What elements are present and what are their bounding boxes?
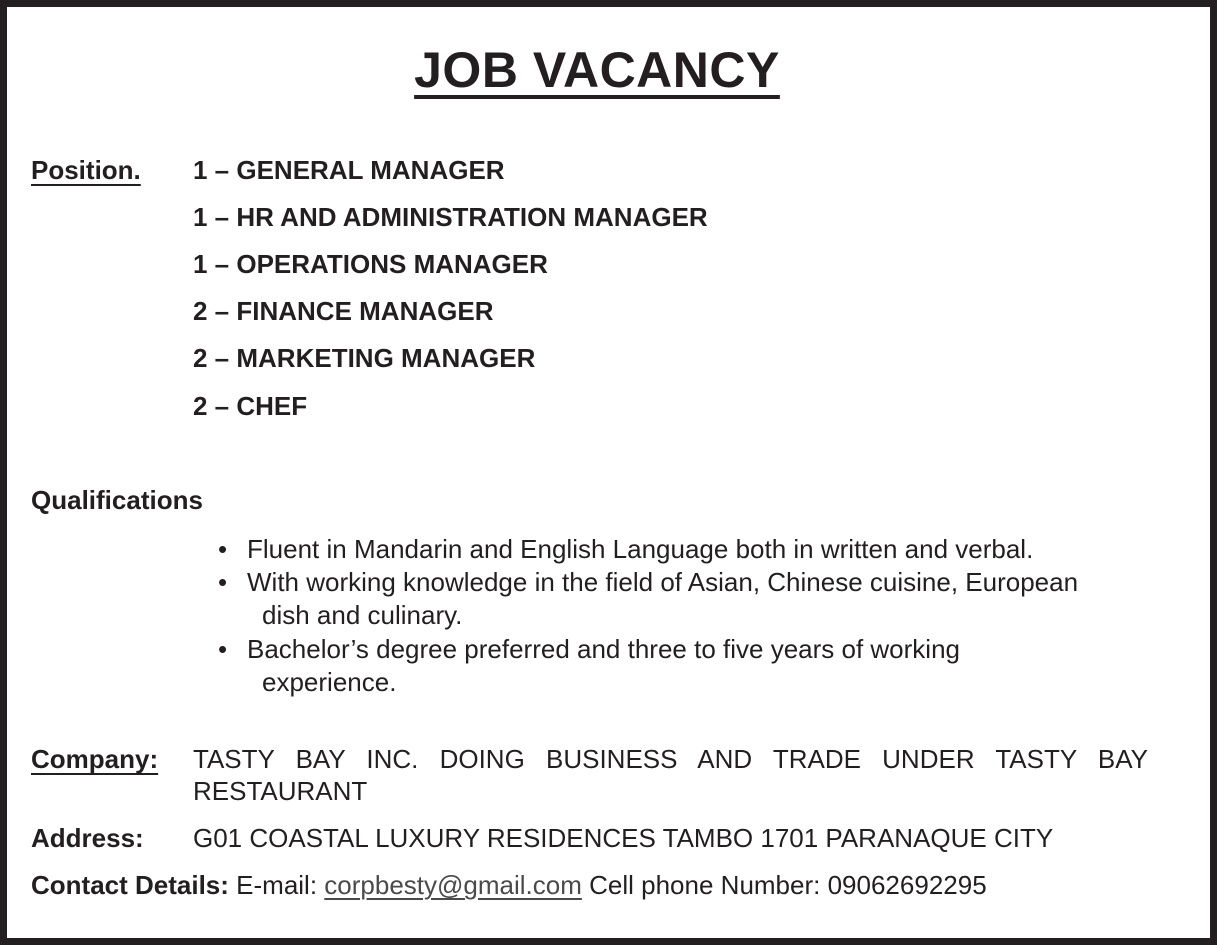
position-item: 2 – FINANCE MANAGER [193, 296, 494, 326]
address-value: G01 COASTAL LUXURY RESIDENCES TAMBO 1701 PARANAQUE CITY [193, 823, 1054, 853]
position-label: Position. [31, 155, 141, 185]
qualification-item: With working knowledge in the field of Asian, Chinese cuisine, European [247, 567, 1079, 597]
qualification-item: Bachelor’s degree preferred and three to five years of working [247, 634, 960, 664]
qualification-item-continued: dish and culinary. [262, 600, 463, 630]
qualifications-label: Qualifications [31, 485, 203, 515]
position-item: 1 – GENERAL MANAGER [193, 155, 505, 185]
phone-label: Cell phone Number: [589, 870, 821, 900]
bullet-icon: • [218, 534, 228, 564]
bullet-icon: • [218, 567, 228, 597]
position-item: 2 – MARKETING MANAGER [193, 343, 536, 373]
position-item: 1 – OPERATIONS MANAGER [193, 249, 548, 279]
email-link[interactable]: corpbesty@gmail.com [324, 870, 582, 900]
company-name-continued: RESTAURANT [193, 776, 368, 806]
address-label: Address: [31, 823, 144, 853]
company-label: Company: [31, 744, 159, 774]
qualification-item-continued: experience. [262, 667, 397, 697]
bullet-icon: • [218, 634, 228, 664]
position-item: 1 – HR AND ADMINISTRATION MANAGER [193, 202, 708, 232]
qualification-item: Fluent in Mandarin and English Language both in written and verbal. [247, 534, 1034, 564]
phone-number: 09062692295 [827, 870, 987, 900]
contact-label: Contact Details: [31, 870, 229, 900]
position-item: 2 – CHEF [193, 391, 308, 421]
email-prefix: E-mail: [236, 870, 318, 900]
job-vacancy-sheet [7, 7, 1210, 938]
company-name: TASTY BAY INC. DOING BUSINESS AND TRADE UNDER TASTY BAY [193, 744, 1148, 774]
contact-line [31, 870, 987, 901]
page-title: JOB VACANCY [414, 42, 780, 98]
